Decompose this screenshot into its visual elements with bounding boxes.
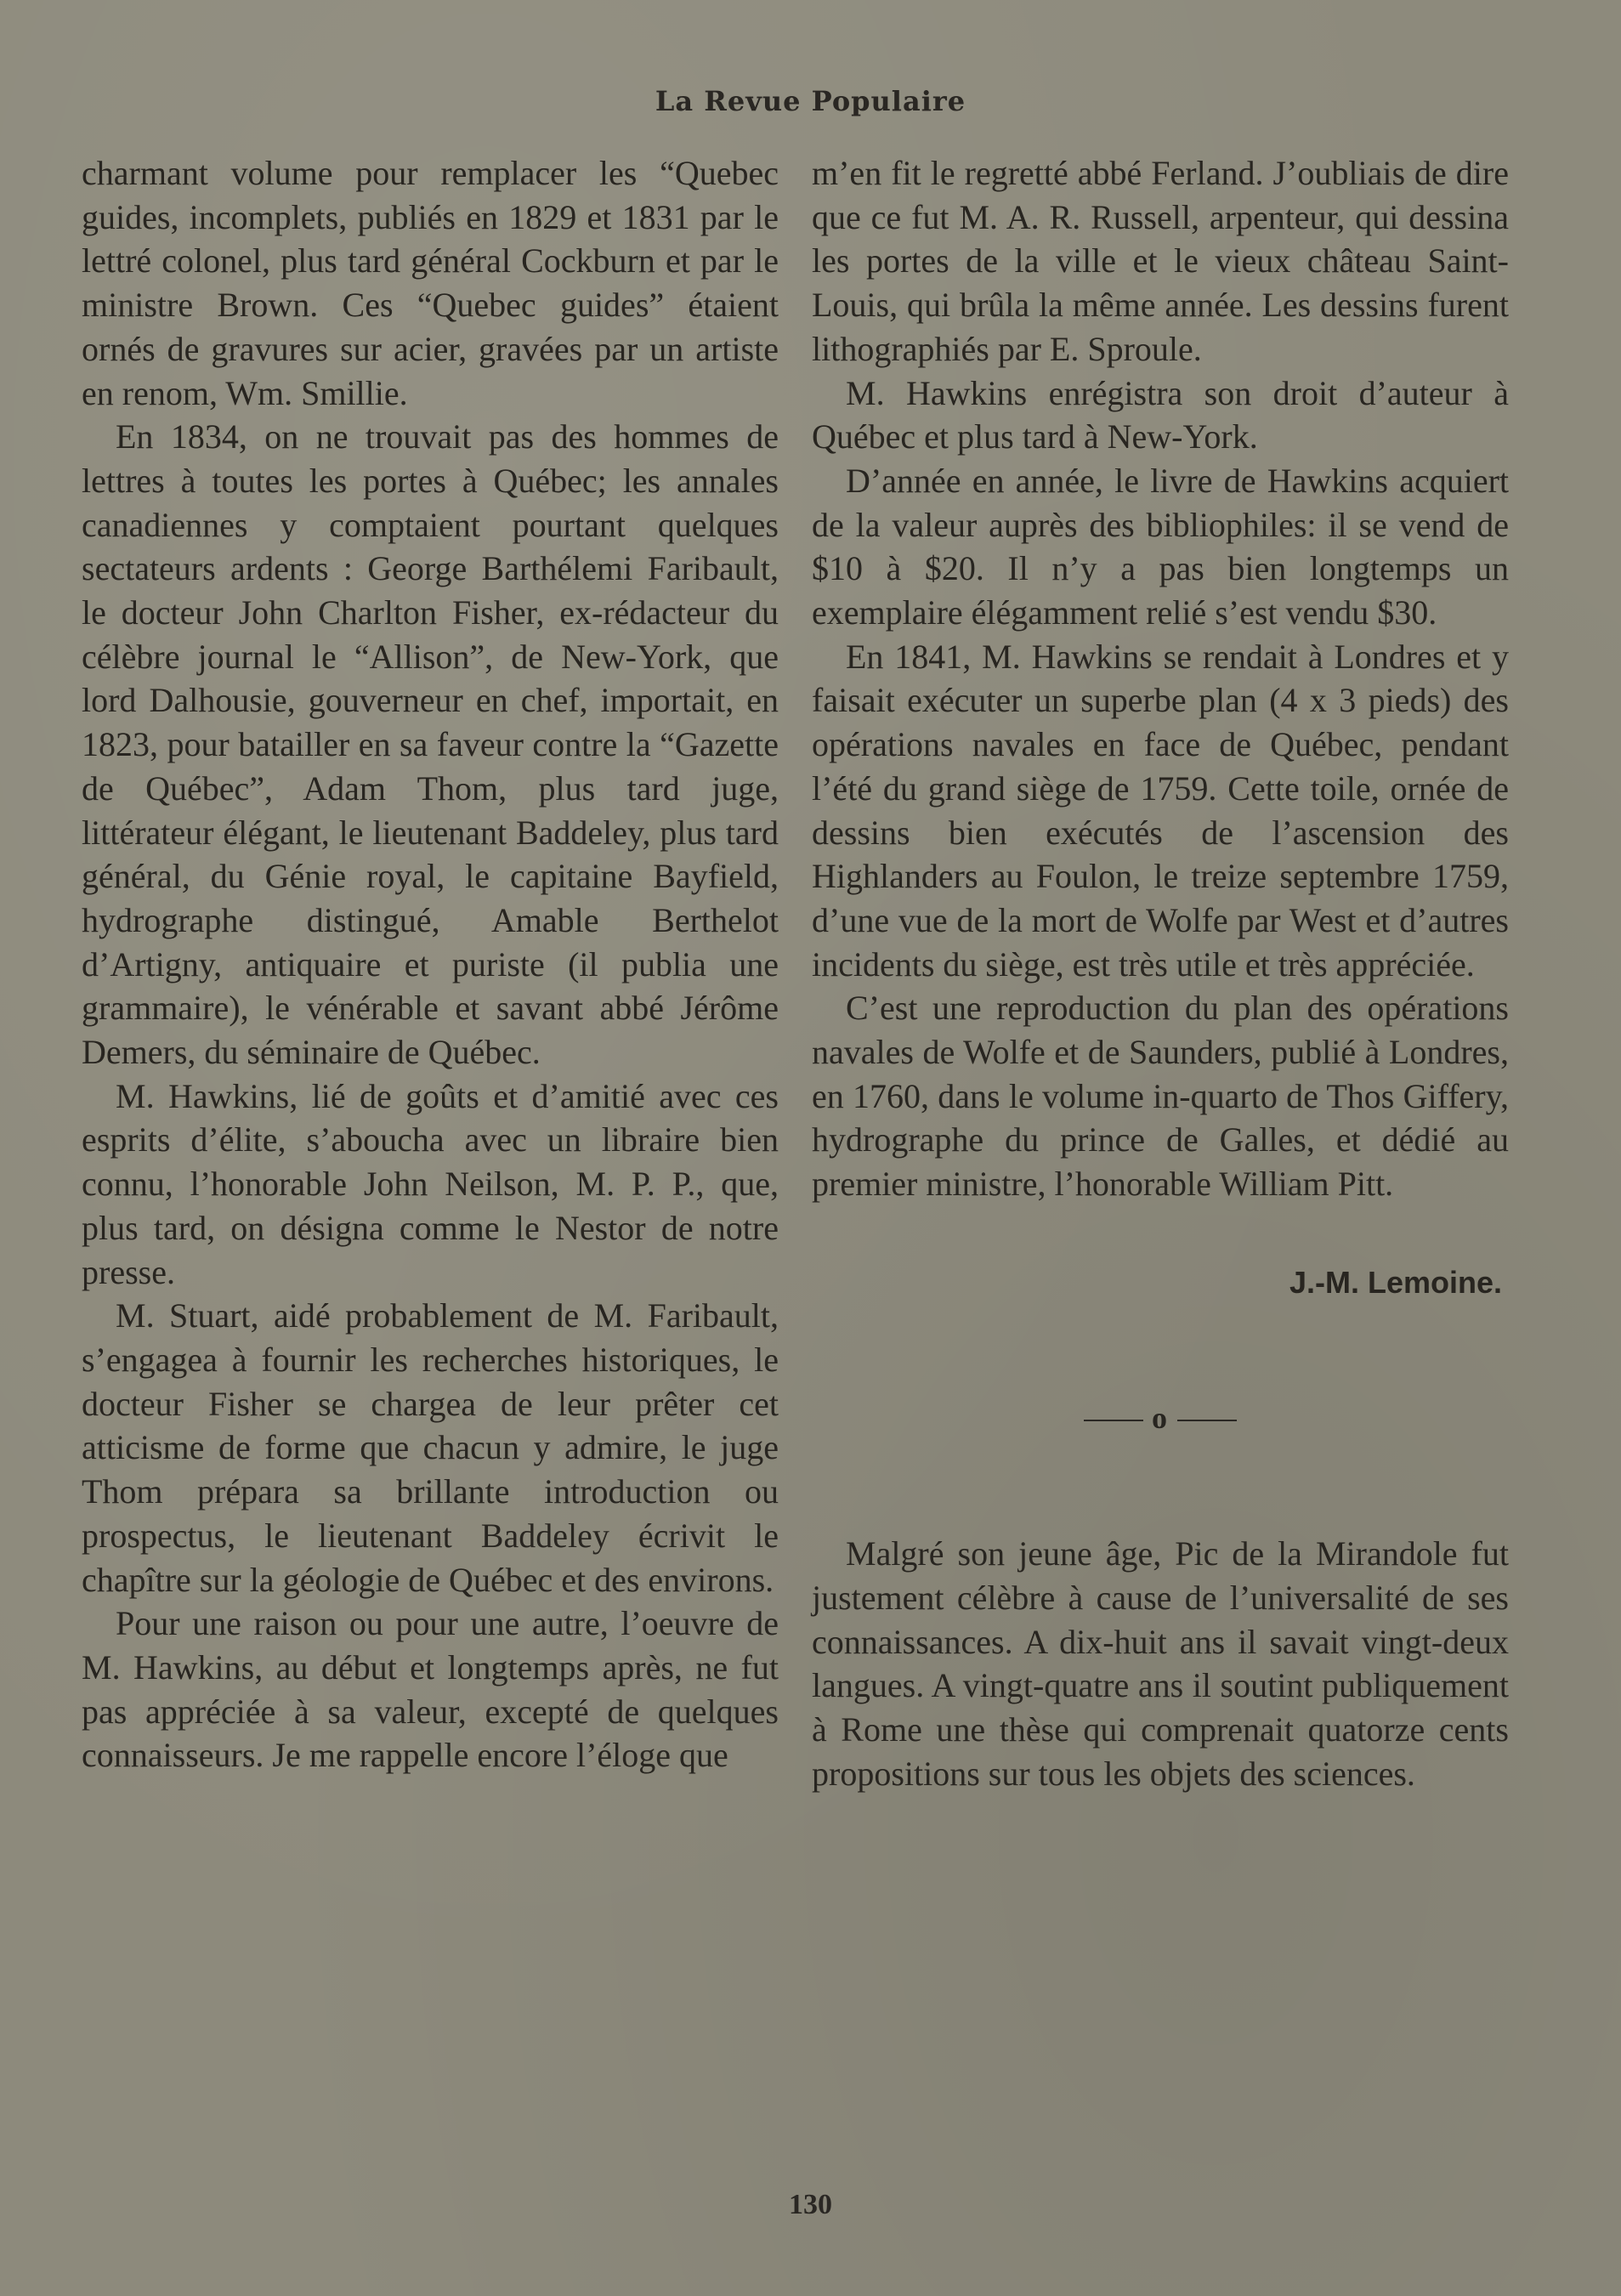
paragraph: En 1841, M. Hawkins se rendait à Londres et y faisait exécuter un superbe plan (4 x 3 pieds) des opérations navales en face de Québec, pendant l’été du grand siège de 1759. Cette toile, ornée de dessins bien exécutés de l’ascension des Highlanders au Foulon, le treize septembre 1759, d’une vue de la mort de Wolfe par West et d’autres incidents du siège, est très utile et très appréciée. bbox=[812, 637, 1509, 984]
paragraph: M. Hawkins, lié de goûts et d’amitié avec ces esprits d’élite, s’aboucha avec un libraire bien connu, l’honorable John Neilson, M. P. P., que, plus tard, on désigna comme le Nestor de notre presse. bbox=[82, 1076, 779, 1291]
separator-rule-right bbox=[1177, 1420, 1237, 1421]
paragraph: D’année en année, le livre de Hawkins acquiert de la valeur auprès des bibliophiles: il se vend de $10 à $20. Il n’y a pas bien longtemps un exemplaire élégamment relié s’est vendu $30. bbox=[812, 461, 1509, 632]
page-number: 130 bbox=[789, 2189, 832, 2220]
right-column bbox=[812, 151, 1509, 1796]
section-separator bbox=[812, 1397, 1509, 1441]
paragraph: m’en fit le regretté abbé Ferland. J’oubliais de dire que ce fut M. A. R. Russell, arpenteur, qui dessina les portes de la ville et le vieux château Saint-Louis, qui brûla la même année. Les dessins furent lithographiés par E. Sproule. bbox=[812, 154, 1509, 368]
paragraph: charmant volume pour remplacer les “Quebec guides, incomplets, publiés en 1829 et 1831 par le lettré colonel, plus tard général Cockburn et par le ministre Brown. Ces “Quebec guides” étaient ornés de gravures sur acier, gravées par un artiste en renom, Wm. Smillie. bbox=[82, 154, 779, 412]
paragraph: Pour une raison ou pour une autre, l’oeuvre de M. Hawkins, au début et longtemps après, ne fut pas appréciée à sa valeur, excepté de quelques connaisseurs. Je me rappelle encore l’éloge que bbox=[82, 1604, 779, 1775]
spacer bbox=[812, 1440, 1509, 1532]
paragraph: M. Stuart, aidé probablement de M. Faribault, s’engagea à fournir les recherches historiques, le docteur Fisher se chargea de leur prêter cet atticisme de forme que chacun y admire, le juge Thom prépara sa brillante introduction ou prospectus, le lieutenant Baddeley écrivit le chapître sur la géologie de Québec et des environs. bbox=[82, 1296, 779, 1599]
anecdote-paragraph: Malgré son jeune âge, Pic de la Mirandole fut justement célèbre à cause de l’universalité de ses connaissances. A dix-huit ans il savait vingt-deux langues. A vingt-quatre ans il soutint publiquement à Rome une thèse qui comprenait quatorze cents propositions sur tous les objets des sciences. bbox=[812, 1534, 1509, 1793]
paragraph: En 1834, on ne trouvait pas des hommes de lettres à toutes les portes à Québec; les annales canadiennes y comptaient pourtant quelques sectateurs ardents : George Barthélemi Faribault, le docteur John Charlton Fisher, ex-rédacteur du célèbre journal le “Allison”, de New-York, que lord Dalhousie, gouverneur en chef, importait, en 1823, pour batailler en sa faveur contre la “Gazette de Québec”, Adam Thom, plus tard juge, littérateur élégant, le lieutenant Baddeley, plus tard général, du Génie royal, le capitaine Bayfield, hydrographe distingué, Amable Berthelot d’Artigny, antiquaire et puriste (il publia une grammaire), le vénérable et savant abbé Jérôme Demers, du séminaire de Québec. bbox=[82, 417, 779, 1072]
paragraph: C’est une reproduction du plan des opérations navales de Wolfe et de Saunders, publié à Londres, en 1760, dans le volume in-quarto de Thos Giffery, hydrographe du prince de Galles, et dédié au premier ministre, l’honorable William Pitt. bbox=[812, 989, 1509, 1204]
separator-mark: o bbox=[1152, 1400, 1169, 1435]
paragraph: M. Hawkins enrégistra son droit d’auteur à Québec et plus tard à New-York. bbox=[812, 373, 1509, 456]
separator-rule-left bbox=[1084, 1420, 1143, 1421]
left-column bbox=[82, 151, 779, 1777]
author-signature: J.-M. Lemoine. bbox=[1289, 1264, 1502, 1300]
running-title: La Revue Populaire bbox=[655, 85, 966, 117]
